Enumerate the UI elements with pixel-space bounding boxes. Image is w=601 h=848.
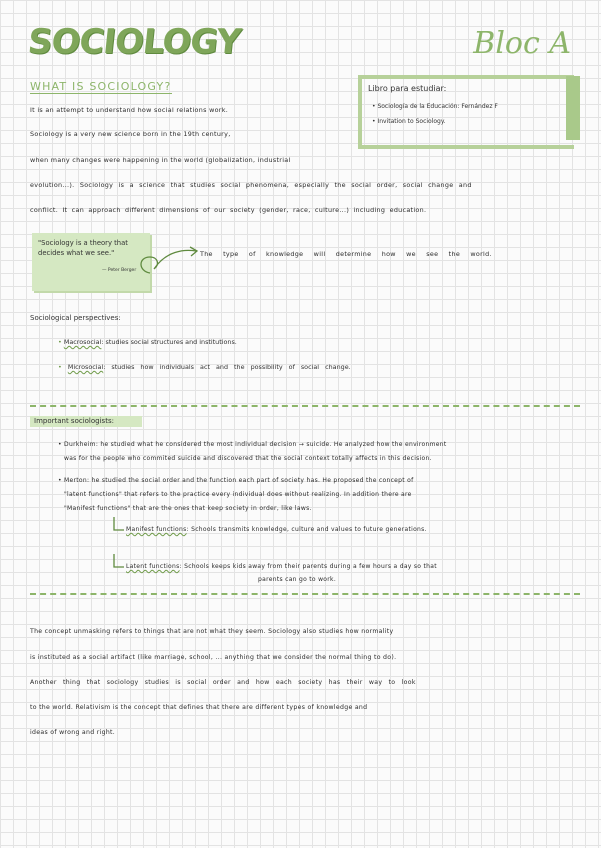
manifest-line [126, 526, 427, 533]
bloc-label: Bloc A [473, 26, 571, 61]
merton-line: "Manifest functions" that are the ones that keep society in order, like laws. [64, 505, 312, 512]
quote-author: — Peter Berger [102, 268, 137, 273]
manifest-desc: : Schools transmits knowledge, culture and values to future generations. [186, 526, 427, 533]
intro-line: when many changes were happening in the world (globalization, industrial [30, 156, 291, 164]
books-item: • Invitation to Sociology. [372, 118, 446, 125]
merton-line: • Merton: he studied the social order and the function each part of society has. He proposed the concept of [58, 477, 414, 484]
dashed-divider [30, 593, 580, 595]
arrow-icon [136, 243, 206, 279]
durkheim-line: • Durkheim: he studied what he considered the most individual decision → suicide. He analyzed how the environment [58, 441, 447, 448]
closing-line: ideas of wrong and right. [30, 729, 116, 736]
latent-term: Latent functions [126, 563, 180, 570]
books-item: • Sociología de la Educación: Fernández F [372, 103, 498, 110]
latent-line [126, 563, 437, 570]
section-heading-what [30, 80, 172, 93]
intro-line: conflict. It can approach different dimensions of our society (gender, race, culture...) including education. [30, 206, 427, 214]
closing-line: Another thing that sociology studies is social order and how each society has their way to look [30, 679, 416, 686]
corner-arrow-icon [112, 553, 126, 571]
page-title: SOCIOLOGY [25, 22, 243, 62]
merton-line: "latent functions" that refers to the practice every individual does without realizing. In addition there are [64, 491, 412, 498]
dashed-divider [30, 405, 580, 407]
important-heading: Important sociologists: [34, 417, 114, 425]
closing-line: is instituted as a social artifact (like marriage, school, ... anything that we consider the normal thing to do). [30, 654, 397, 661]
perspective-term: Microsocial [67, 363, 104, 371]
intro-line: It is an attempt to understand how social relations work. [30, 106, 229, 114]
quote-text: "Sociology is a theory that decides what we see." [38, 239, 128, 257]
intro-line: Sociology is a very new science born in the 19th century, [30, 130, 231, 138]
quote-note: The type of knowledge will determine how we see the world. [200, 250, 492, 258]
latent-desc: : Schools keeps kids away from their parents during a few hours a day so that [179, 563, 437, 570]
perspective-desc: : studies social structures and institutions. [101, 338, 237, 346]
latent-line: parents can go to work. [258, 576, 337, 583]
perspective-desc: : studies how individuals act and the possibility of social change. [103, 363, 351, 371]
section-heading-text: WHAT IS SOCIOLOGY? [30, 80, 172, 93]
durkheim-line: was for the people who commited suicide and discovered that the social context totally affects in this decision. [64, 455, 432, 462]
perspective-item: • Microsocial: studies how individuals act and the possibility of social change. [58, 363, 351, 371]
manifest-term: Manifest functions [126, 526, 187, 533]
perspectives-heading: Sociological perspectives: [30, 314, 121, 322]
corner-arrow-icon [112, 516, 126, 534]
books-box-accent [566, 76, 580, 140]
perspective-item: • Macrosocial: studies social structures and institutions. [58, 338, 237, 346]
books-title: Libro para estudiar: [368, 84, 447, 93]
closing-line: The concept unmasking refers to things that are not what they seem. Sociology also studies how normality [30, 628, 394, 635]
closing-line: to the world. Relativism is the concept that defines that there are different types of knowledge and [30, 704, 368, 711]
intro-line: evolution...). Sociology is a science that studies social phenomena, especially the social order, social change and [30, 181, 472, 189]
perspective-term: Macrosocial [63, 338, 102, 346]
